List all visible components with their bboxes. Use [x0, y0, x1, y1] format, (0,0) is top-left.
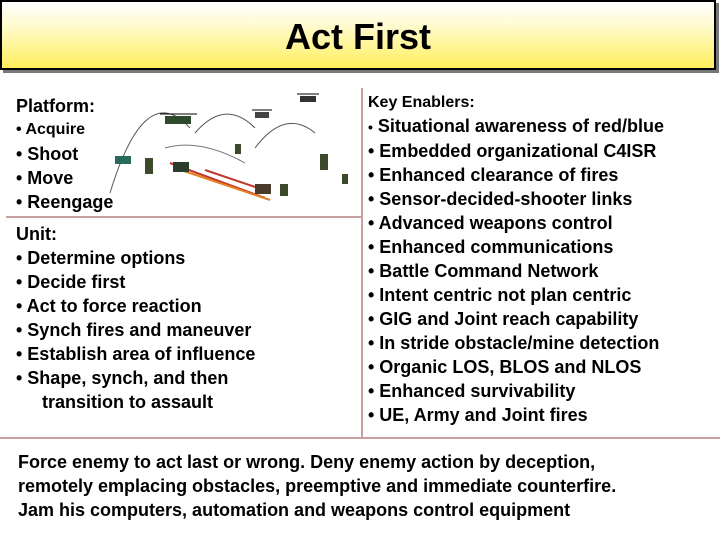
unit-bullet: • Determine options: [16, 248, 186, 268]
enabler-item: • Battle Command Network: [368, 261, 599, 281]
enabler-item: • Enhanced communications: [368, 237, 614, 257]
enabler-item: • Enhanced clearance of fires: [368, 165, 619, 185]
enabler-item: [368, 114, 664, 139]
platform-bullet: • Acquire: [16, 121, 86, 138]
helicopter-icon: [252, 110, 272, 118]
enabler-item: • Organic LOS, BLOS and NLOS: [368, 357, 642, 377]
bottom-line: Force enemy to act last or wrong. Deny enemy action by deception,: [18, 452, 596, 472]
left-section-divider: [6, 216, 361, 218]
unit-bullet: • Shape, synch, and then: [16, 368, 229, 388]
trajectory-arc: [110, 113, 190, 193]
battle-illustration: [105, 88, 360, 208]
soldier-icon: [280, 184, 288, 196]
enabler-bullet-mark: •: [368, 119, 373, 135]
bottom-line: Jam his computers, automation and weapons control equipment: [18, 500, 571, 520]
helicopter-icon: [297, 94, 319, 102]
platform-section: [16, 94, 113, 214]
title-bar: [0, 0, 716, 70]
unit-heading: Unit:: [16, 224, 57, 244]
soldier-icon: [235, 144, 241, 154]
platform-bullet: • Shoot: [16, 144, 79, 164]
bottom-statement: [18, 450, 708, 522]
trajectory-arc: [165, 145, 245, 163]
enabler-item: • UE, Army and Joint fires: [368, 405, 588, 425]
tank-icon: [255, 184, 271, 194]
platform-bullet: • Move: [16, 168, 74, 188]
tank-icon: [173, 162, 189, 172]
bottom-divider: [0, 437, 720, 439]
enablers-heading: Key Enablers:: [368, 94, 475, 111]
unit-bullet: • Decide first: [16, 272, 126, 292]
soldier-icon: [342, 174, 348, 184]
enabler-item: • Enhanced survivability: [368, 381, 576, 401]
vertical-divider: [361, 88, 363, 438]
enabler-item-text: Situational awareness of red/blue: [377, 116, 664, 136]
enabler-item: • In stride obstacle/mine detection: [368, 333, 660, 353]
unit-bullet: • Act to force reaction: [16, 296, 202, 316]
helicopter-icon: [160, 114, 197, 124]
enabler-item: • Embedded organizational C4ISR: [368, 141, 657, 161]
enabler-item: • Intent centric not plan centric: [368, 285, 632, 305]
unit-bullet-continuation: transition to assault: [42, 392, 214, 412]
soldier-icon: [145, 158, 153, 174]
bottom-line: remotely emplacing obstacles, preemptive and immediate counterfire.: [18, 476, 617, 496]
enabler-item: • Sensor-decided-shooter links: [368, 189, 633, 209]
enabler-item: • GIG and Joint reach capability: [368, 309, 639, 329]
platform-bullet: • Reengage: [16, 192, 114, 212]
slide-title: Act First: [284, 16, 432, 57]
soldier-icon: [320, 154, 328, 170]
unit-bullet: • Establish area of influence: [16, 344, 256, 364]
trajectory-arc: [195, 114, 255, 133]
enabler-item: • Advanced weapons control: [368, 213, 613, 233]
vehicle-icon: [115, 156, 131, 164]
trajectory-arc: [255, 123, 315, 148]
unit-bullet: • Synch fires and maneuver: [16, 320, 252, 340]
unit-section: [16, 222, 255, 414]
platform-heading: Platform:: [16, 96, 96, 116]
enablers-section: [368, 92, 664, 427]
